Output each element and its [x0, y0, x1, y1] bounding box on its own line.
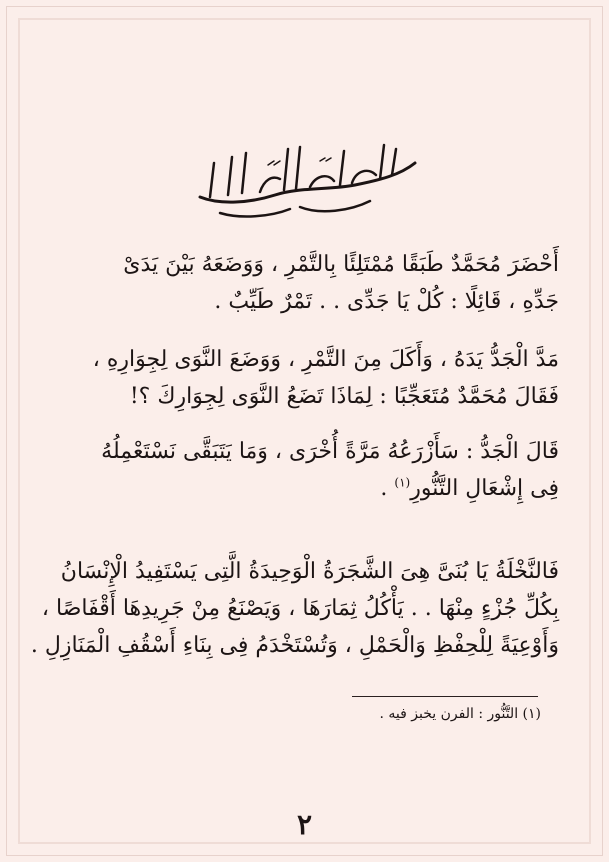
page-number: ٢ [296, 808, 313, 841]
paragraph-line: بِكُلِّ جُزْءٍ مِنْهَا . . يَأْكُلُ ثِمَارَهَا ، وَيَصْنَعُ مِنْ جَرِيدِهَا أَقْفَاصًا ، [41, 596, 559, 621]
basmala-calligraphy [180, 135, 430, 225]
paragraph-line: فَالنَّخْلَةُ يَا بُنَىَّ هِىَ الشَّجَرَةُ الْوَحِيدَةُ الَّتِى يَسْتَفِيدُ الْإِنْسَانُ [60, 559, 559, 584]
footnote-marker: (١) [394, 475, 411, 490]
paragraph-1 [58, 246, 559, 320]
paragraph-2 [58, 341, 559, 415]
paragraph-line-text: فِى إِشْعَالِ التَّنُّورِ [410, 476, 559, 501]
paragraph-4 [30, 553, 559, 664]
paragraph-line: فَقَالَ مُحَمَّدٌ مُتَعَجِّبًا : لِمَاذَا تَضَعُ النَّوَى لِجِوَارِكَ ؟! [129, 384, 559, 409]
footnote: (١) التَّنُّور : الفرن يخبز فيه . [379, 706, 541, 722]
paragraph-line-with-footnote [58, 470, 559, 507]
paragraph-line: جَدِّهِ ، قَائِلًا : كُلْ يَا جَدِّى . . تَمْرٌ طَيِّبٌ . [214, 289, 559, 314]
paragraph-line: وَأَوْعِيَةً لِلْحِفْظِ وَالْحَمْلِ ، وَتُسْتَخْدَمُ فِى بِنَاءِ أَسْقُفِ الْمَنَازِلِ . [30, 633, 559, 658]
paragraph-line: قَالَ الْجَدُّ : سَأَزْرَعُهُ مَرَّةً أُخْرَى ، وَمَا يَتَبَقَّى نَسْتَعْمِلُهُ [101, 439, 559, 464]
paragraph-line: مَدَّ الْجَدُّ يَدَهُ ، وَأَكَلَ مِنَ التَّمْرِ ، وَوَضَعَ النَّوَى لِجِوَارِهِ ، [92, 347, 559, 372]
paragraph-line: أَحْضَرَ مُحَمَّدٌ طَبَقًا مُمْتَلِئًا بِالتَّمْرِ ، وَوَضَعَهُ بَيْنَ يَدَىْ [123, 252, 559, 277]
paragraph-3 [58, 433, 559, 507]
footnote-divider [352, 696, 538, 697]
sentence-end: . [380, 476, 388, 501]
